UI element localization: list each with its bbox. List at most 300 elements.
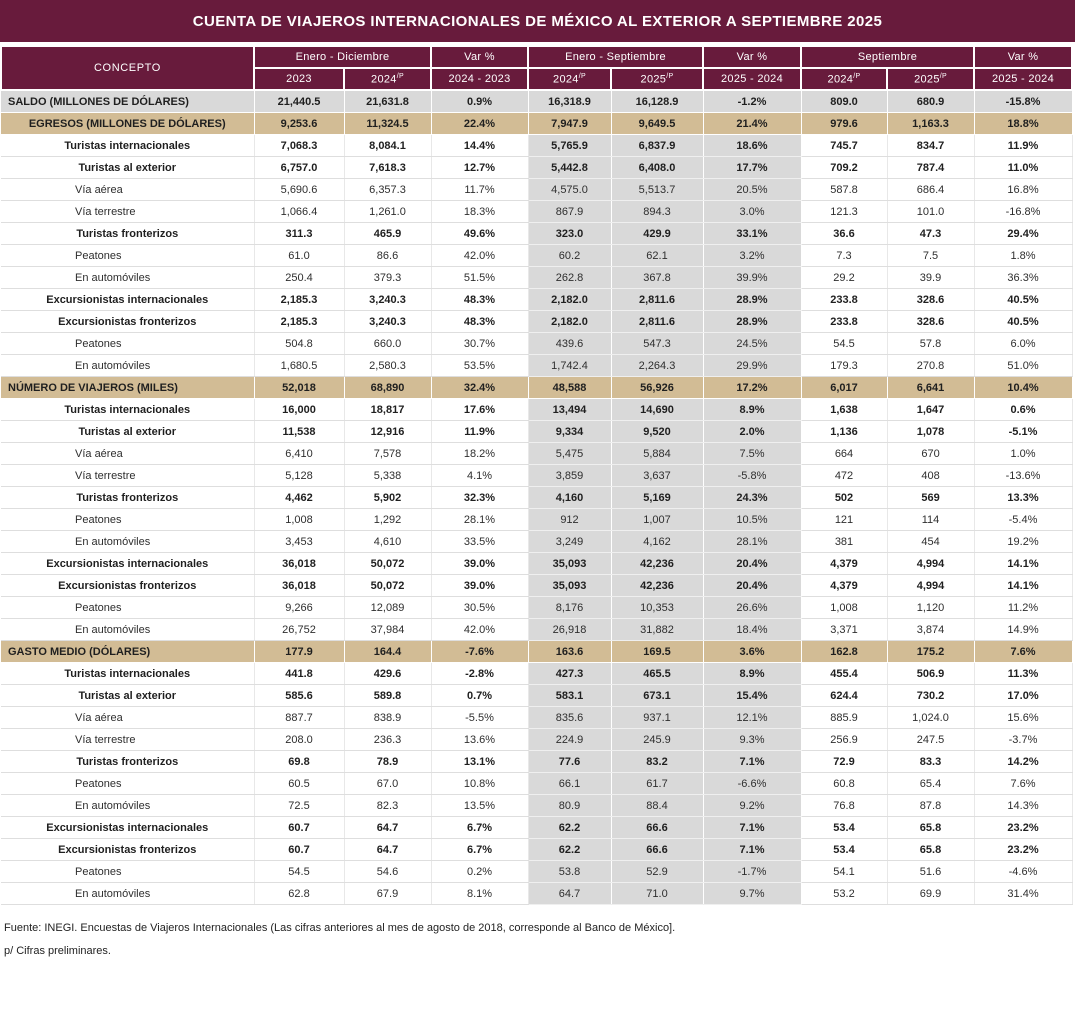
value-cell: 21,631.8: [344, 90, 431, 113]
report-title-bar: [0, 0, 1075, 42]
concept-cell: Turistas fronterizos: [1, 751, 254, 773]
value-cell: 8.9%: [703, 663, 801, 685]
value-cell: 5,128: [254, 465, 344, 487]
value-cell: 3,637: [611, 465, 703, 487]
value-cell: 10.4%: [974, 377, 1072, 399]
concept-cell: En automóviles: [1, 795, 254, 817]
year-column-header: $2025^{/P}$: [887, 68, 974, 90]
value-cell: 3.0%: [703, 201, 801, 223]
value-cell: 10,353: [611, 597, 703, 619]
concept-cell: NÚMERO DE VIAJEROS (MILES): [1, 377, 254, 399]
value-cell: 12,089: [344, 597, 431, 619]
value-cell: 455.4: [801, 663, 887, 685]
value-cell: 42.0%: [431, 619, 528, 641]
concept-cell: Turistas fronterizos: [1, 223, 254, 245]
concept-cell: En automóviles: [1, 267, 254, 289]
value-cell: 40.5%: [974, 311, 1072, 333]
value-cell: 7,578: [344, 443, 431, 465]
value-cell: 72.5: [254, 795, 344, 817]
value-cell: 83.3: [887, 751, 974, 773]
table-row: [1, 575, 1072, 597]
value-cell: 32.3%: [431, 487, 528, 509]
value-cell: 465.5: [611, 663, 703, 685]
period-group-header: Var %: [431, 46, 528, 68]
value-cell: 175.2: [887, 641, 974, 663]
value-cell: 179.3: [801, 355, 887, 377]
concept-cell: Turistas al exterior: [1, 685, 254, 707]
value-cell: 8,176: [528, 597, 611, 619]
concept-cell: Vía terrestre: [1, 465, 254, 487]
concept-cell: SALDO (MILLONES DE DÓLARES): [1, 90, 254, 113]
value-cell: 4,462: [254, 487, 344, 509]
value-cell: 7,068.3: [254, 135, 344, 157]
table-row: [1, 223, 1072, 245]
value-cell: 14.1%: [974, 575, 1072, 597]
value-cell: 54.1: [801, 861, 887, 883]
value-cell: 54.5: [801, 333, 887, 355]
value-cell: 13.1%: [431, 751, 528, 773]
concept-cell: En automóviles: [1, 355, 254, 377]
value-cell: -2.8%: [431, 663, 528, 685]
table-header: [1, 46, 1072, 90]
value-cell: 11,538: [254, 421, 344, 443]
value-cell: 9.2%: [703, 795, 801, 817]
value-cell: 169.5: [611, 641, 703, 663]
concept-cell: Vía terrestre: [1, 201, 254, 223]
value-cell: 1,742.4: [528, 355, 611, 377]
value-cell: 506.9: [887, 663, 974, 685]
value-cell: 21.4%: [703, 113, 801, 135]
value-cell: 1.0%: [974, 443, 1072, 465]
value-cell: 7,618.3: [344, 157, 431, 179]
value-cell: 381: [801, 531, 887, 553]
value-cell: 54.5: [254, 861, 344, 883]
value-cell: 673.1: [611, 685, 703, 707]
value-cell: 164.4: [344, 641, 431, 663]
value-cell: 62.2: [528, 839, 611, 861]
value-cell: 17.6%: [431, 399, 528, 421]
value-cell: 16,128.9: [611, 90, 703, 113]
value-cell: 9,266: [254, 597, 344, 619]
value-cell: 4,610: [344, 531, 431, 553]
concept-cell: En automóviles: [1, 619, 254, 641]
value-cell: 5,338: [344, 465, 431, 487]
value-cell: 7.5%: [703, 443, 801, 465]
table-row: [1, 311, 1072, 333]
value-cell: 121.3: [801, 201, 887, 223]
value-cell: 13.5%: [431, 795, 528, 817]
value-cell: 17.7%: [703, 157, 801, 179]
concept-cell: Turistas internacionales: [1, 399, 254, 421]
value-cell: 6.0%: [974, 333, 1072, 355]
concept-cell: Peatones: [1, 861, 254, 883]
value-cell: 328.6: [887, 311, 974, 333]
value-cell: 65.8: [887, 839, 974, 861]
value-cell: 20.5%: [703, 179, 801, 201]
value-cell: -1.7%: [703, 861, 801, 883]
table-row: [1, 157, 1072, 179]
value-cell: 13.6%: [431, 729, 528, 751]
concept-cell: Turistas fronterizos: [1, 487, 254, 509]
value-cell: 5,475: [528, 443, 611, 465]
value-cell: 11.9%: [431, 421, 528, 443]
value-cell: 121: [801, 509, 887, 531]
value-cell: 887.7: [254, 707, 344, 729]
value-cell: 10.5%: [703, 509, 801, 531]
value-cell: 57.8: [887, 333, 974, 355]
value-cell: 16,000: [254, 399, 344, 421]
value-cell: 60.5: [254, 773, 344, 795]
table-row: [1, 355, 1072, 377]
table-body: [1, 90, 1072, 905]
value-cell: 47.3: [887, 223, 974, 245]
value-cell: 245.9: [611, 729, 703, 751]
value-cell: 36,018: [254, 575, 344, 597]
concept-cell: Peatones: [1, 245, 254, 267]
value-cell: 208.0: [254, 729, 344, 751]
concept-cell: Turistas internacionales: [1, 663, 254, 685]
value-cell: 624.4: [801, 685, 887, 707]
value-cell: 36.6: [801, 223, 887, 245]
value-cell: 7.6%: [974, 641, 1072, 663]
value-cell: 53.5%: [431, 355, 528, 377]
value-cell: 76.8: [801, 795, 887, 817]
concept-cell: Peatones: [1, 333, 254, 355]
value-cell: 51.6: [887, 861, 974, 883]
value-cell: 30.7%: [431, 333, 528, 355]
value-cell: 4,994: [887, 553, 974, 575]
value-cell: 69.9: [887, 883, 974, 905]
value-cell: 33.1%: [703, 223, 801, 245]
value-cell: 367.8: [611, 267, 703, 289]
value-cell: 9,649.5: [611, 113, 703, 135]
value-cell: 9.7%: [703, 883, 801, 905]
value-cell: 114: [887, 509, 974, 531]
value-cell: 71.0: [611, 883, 703, 905]
value-cell: 1,136: [801, 421, 887, 443]
value-cell: 60.7: [254, 839, 344, 861]
value-cell: 18.4%: [703, 619, 801, 641]
value-cell: 429.9: [611, 223, 703, 245]
value-cell: 583.1: [528, 685, 611, 707]
table-row: [1, 443, 1072, 465]
table-row: [1, 641, 1072, 663]
value-cell: 3,874: [887, 619, 974, 641]
value-cell: 5,442.8: [528, 157, 611, 179]
source-note: Fuente: INEGI. Encuestas de Viajeros Internacionales (Las cifras anteriores al mes de agosto de 2018, corresponde al Banco de México].: [4, 922, 676, 934]
table-row: [1, 509, 1072, 531]
value-cell: 80.9: [528, 795, 611, 817]
value-cell: 885.9: [801, 707, 887, 729]
value-cell: 53.4: [801, 839, 887, 861]
value-cell: 1,163.3: [887, 113, 974, 135]
value-cell: 29.9%: [703, 355, 801, 377]
value-cell: 867.9: [528, 201, 611, 223]
value-cell: 29.2: [801, 267, 887, 289]
value-cell: 36.3%: [974, 267, 1072, 289]
value-cell: 4,994: [887, 575, 974, 597]
value-cell: 441.8: [254, 663, 344, 685]
value-cell: 3,371: [801, 619, 887, 641]
concept-cell: Excursionistas internacionales: [1, 553, 254, 575]
value-cell: 66.6: [611, 817, 703, 839]
value-cell: 1,261.0: [344, 201, 431, 223]
table-row: [1, 465, 1072, 487]
value-cell: 162.8: [801, 641, 887, 663]
value-cell: 62.2: [528, 817, 611, 839]
value-cell: 7.1%: [703, 751, 801, 773]
value-cell: 912: [528, 509, 611, 531]
value-cell: 14.1%: [974, 553, 1072, 575]
value-cell: 427.3: [528, 663, 611, 685]
value-cell: 68,890: [344, 377, 431, 399]
value-cell: 19.2%: [974, 531, 1072, 553]
table-row: [1, 487, 1072, 509]
value-cell: 13,494: [528, 399, 611, 421]
value-cell: 1,066.4: [254, 201, 344, 223]
value-cell: 65.8: [887, 817, 974, 839]
value-cell: 1,638: [801, 399, 887, 421]
value-cell: 835.6: [528, 707, 611, 729]
value-cell: 3,240.3: [344, 289, 431, 311]
value-cell: 0.9%: [431, 90, 528, 113]
period-group-header: Septiembre: [801, 46, 974, 68]
table-row: [1, 245, 1072, 267]
value-cell: 49.6%: [431, 223, 528, 245]
value-cell: 408: [887, 465, 974, 487]
value-cell: 20.4%: [703, 575, 801, 597]
value-cell: 0.6%: [974, 399, 1072, 421]
value-cell: 18.3%: [431, 201, 528, 223]
value-cell: 838.9: [344, 707, 431, 729]
value-cell: 14.9%: [974, 619, 1072, 641]
value-cell: 48.3%: [431, 311, 528, 333]
period-group-header: Var %: [703, 46, 801, 68]
value-cell: 26.6%: [703, 597, 801, 619]
concept-cell: En automóviles: [1, 883, 254, 905]
travelers-table: [0, 45, 1073, 905]
value-cell: 6,837.9: [611, 135, 703, 157]
value-cell: -3.7%: [974, 729, 1072, 751]
value-cell: 42.0%: [431, 245, 528, 267]
value-cell: 9,253.6: [254, 113, 344, 135]
year-column-header: $2025^{/P}$: [611, 68, 703, 90]
value-cell: 429.6: [344, 663, 431, 685]
value-cell: 2,811.6: [611, 311, 703, 333]
value-cell: 6,641: [887, 377, 974, 399]
value-cell: 585.6: [254, 685, 344, 707]
value-cell: 660.0: [344, 333, 431, 355]
value-cell: 29.4%: [974, 223, 1072, 245]
value-cell: 4,379: [801, 575, 887, 597]
value-cell: -13.6%: [974, 465, 1072, 487]
value-cell: 11,324.5: [344, 113, 431, 135]
concept-cell: Peatones: [1, 509, 254, 531]
value-cell: 88.4: [611, 795, 703, 817]
table-row: [1, 685, 1072, 707]
value-cell: 15.4%: [703, 685, 801, 707]
value-cell: 53.2: [801, 883, 887, 905]
value-cell: 6,408.0: [611, 157, 703, 179]
value-cell: 12,916: [344, 421, 431, 443]
value-cell: 328.6: [887, 289, 974, 311]
value-cell: -5.1%: [974, 421, 1072, 443]
value-cell: 7.1%: [703, 817, 801, 839]
concept-cell: Excursionistas internacionales: [1, 289, 254, 311]
table-row: [1, 795, 1072, 817]
table-row: [1, 267, 1072, 289]
table-row: [1, 773, 1072, 795]
value-cell: 16,318.9: [528, 90, 611, 113]
value-cell: 1,008: [254, 509, 344, 531]
value-cell: 502: [801, 487, 887, 509]
value-cell: 31,882: [611, 619, 703, 641]
value-cell: 569: [887, 487, 974, 509]
value-cell: 0.2%: [431, 861, 528, 883]
value-cell: 56,926: [611, 377, 703, 399]
value-cell: 31.4%: [974, 883, 1072, 905]
year-column-header: $2024^{/P}$: [528, 68, 611, 90]
value-cell: 37,984: [344, 619, 431, 641]
table-row: [1, 421, 1072, 443]
concept-cell: Vía aérea: [1, 707, 254, 729]
value-cell: 262.8: [528, 267, 611, 289]
table-row: [1, 663, 1072, 685]
value-cell: 48,588: [528, 377, 611, 399]
value-cell: 2.0%: [703, 421, 801, 443]
value-cell: 14,690: [611, 399, 703, 421]
value-cell: 1.8%: [974, 245, 1072, 267]
value-cell: 32.4%: [431, 377, 528, 399]
value-cell: 66.6: [611, 839, 703, 861]
value-cell: 53.8: [528, 861, 611, 883]
value-cell: 24.5%: [703, 333, 801, 355]
value-cell: 680.9: [887, 90, 974, 113]
table-row: [1, 553, 1072, 575]
value-cell: 1,078: [887, 421, 974, 443]
value-cell: -5.5%: [431, 707, 528, 729]
value-cell: 12.1%: [703, 707, 801, 729]
value-cell: 67.9: [344, 883, 431, 905]
value-cell: 256.9: [801, 729, 887, 751]
value-cell: -7.6%: [431, 641, 528, 663]
table-row: [1, 619, 1072, 641]
value-cell: 54.6: [344, 861, 431, 883]
value-cell: 9.3%: [703, 729, 801, 751]
value-cell: 6,410: [254, 443, 344, 465]
year-column-header: $2024^{/P}$: [801, 68, 887, 90]
value-cell: 4.1%: [431, 465, 528, 487]
value-cell: 1,008: [801, 597, 887, 619]
concept-cell: Vía aérea: [1, 443, 254, 465]
value-cell: 465.9: [344, 223, 431, 245]
table-row: [1, 839, 1072, 861]
value-cell: 7.5: [887, 245, 974, 267]
value-cell: 787.4: [887, 157, 974, 179]
table-row: [1, 333, 1072, 355]
table-row: [1, 817, 1072, 839]
value-cell: 809.0: [801, 90, 887, 113]
value-cell: 72.9: [801, 751, 887, 773]
value-cell: 233.8: [801, 311, 887, 333]
value-cell: 13.3%: [974, 487, 1072, 509]
value-cell: 66.1: [528, 773, 611, 795]
value-cell: 39.0%: [431, 575, 528, 597]
value-cell: 15.6%: [974, 707, 1072, 729]
value-cell: 3,249: [528, 531, 611, 553]
value-cell: 177.9: [254, 641, 344, 663]
value-cell: 589.8: [344, 685, 431, 707]
value-cell: 22.4%: [431, 113, 528, 135]
value-cell: 35,093: [528, 575, 611, 597]
value-cell: 78.9: [344, 751, 431, 773]
value-cell: 28.9%: [703, 289, 801, 311]
value-cell: 2,264.3: [611, 355, 703, 377]
table-row: [1, 729, 1072, 751]
concept-cell: Peatones: [1, 597, 254, 619]
value-cell: 8.1%: [431, 883, 528, 905]
value-cell: 937.1: [611, 707, 703, 729]
value-cell: 670: [887, 443, 974, 465]
value-cell: 4,162: [611, 531, 703, 553]
value-cell: 53.4: [801, 817, 887, 839]
value-cell: 64.7: [344, 839, 431, 861]
value-cell: 1,647: [887, 399, 974, 421]
value-cell: 48.3%: [431, 289, 528, 311]
value-cell: 1,292: [344, 509, 431, 531]
value-cell: 9,520: [611, 421, 703, 443]
table-row: [1, 861, 1072, 883]
value-cell: 87.8: [887, 795, 974, 817]
concept-cell: En automóviles: [1, 531, 254, 553]
value-cell: 65.4: [887, 773, 974, 795]
value-cell: 50,072: [344, 575, 431, 597]
value-cell: 233.8: [801, 289, 887, 311]
value-cell: -16.8%: [974, 201, 1072, 223]
value-cell: 2,182.0: [528, 311, 611, 333]
value-cell: 3.2%: [703, 245, 801, 267]
value-cell: 472: [801, 465, 887, 487]
value-cell: 11.3%: [974, 663, 1072, 685]
value-cell: 12.7%: [431, 157, 528, 179]
value-cell: 21,440.5: [254, 90, 344, 113]
value-cell: 979.6: [801, 113, 887, 135]
value-cell: 834.7: [887, 135, 974, 157]
concept-column-header: CONCEPTO: [1, 46, 254, 90]
table-row: [1, 201, 1072, 223]
value-cell: 2,811.6: [611, 289, 703, 311]
table-row: [1, 113, 1072, 135]
value-cell: 23.2%: [974, 839, 1072, 861]
value-cell: 28.9%: [703, 311, 801, 333]
period-group-header: Var %: [974, 46, 1072, 68]
year-column-header: $2024^{/P}$: [344, 68, 431, 90]
value-cell: 35,093: [528, 553, 611, 575]
value-cell: 1,007: [611, 509, 703, 531]
value-cell: 17.0%: [974, 685, 1072, 707]
value-cell: 7.3: [801, 245, 887, 267]
value-cell: 5,169: [611, 487, 703, 509]
value-cell: 23.2%: [974, 817, 1072, 839]
value-cell: 14.2%: [974, 751, 1072, 773]
year-column-header: 2025 - 2024: [703, 68, 801, 90]
value-cell: 0.7%: [431, 685, 528, 707]
value-cell: 24.3%: [703, 487, 801, 509]
concept-cell: Excursionistas fronterizos: [1, 575, 254, 597]
value-cell: 7.6%: [974, 773, 1072, 795]
value-cell: 64.7: [344, 817, 431, 839]
table-footer: [0, 917, 1075, 963]
